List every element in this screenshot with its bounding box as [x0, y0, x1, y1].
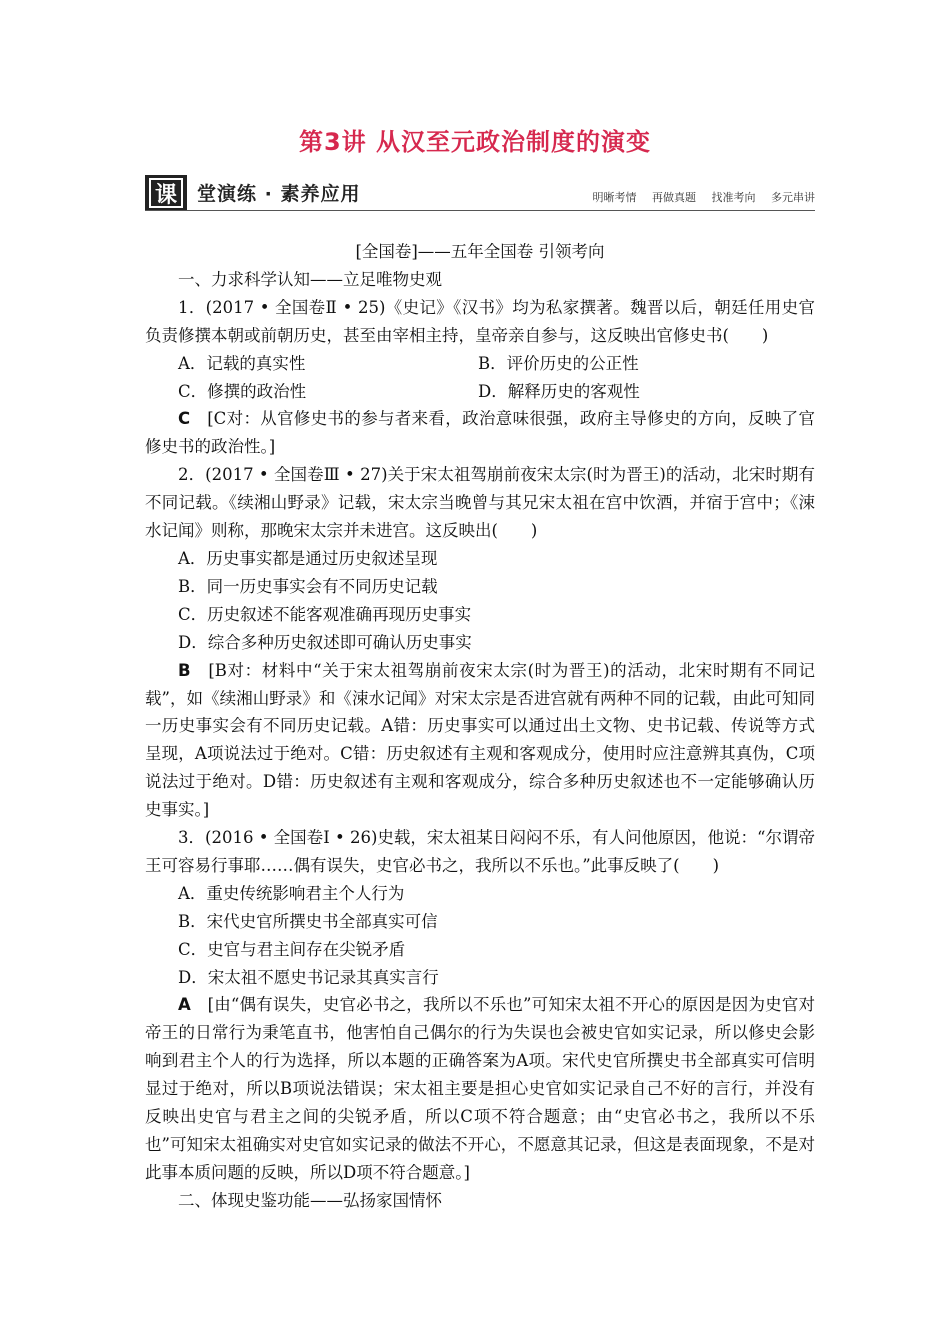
answer-explanation: [C对：从官修史书的参与者来看，政治意味很强，政府主导修史的方向，反映了官修史书的政治性。]	[145, 409, 815, 457]
main-content	[145, 238, 815, 1215]
section-heading: 一、力求科学认知——立足唯物史观	[178, 269, 442, 289]
answer-letter: A	[178, 995, 191, 1015]
answer-explanation: [B对：材料中“关于宋太祖驾崩前夜宋太宗(时为晋王)的活动，北宋时期有不同记载”，如《续湘山野录》和《涑水记闻》对宋太宗是否进宫就有两种不同的记载，由此可知同一历史事实会有不同历史记载。A错：历史事实可以通过出土文物、史书记载、传说等方式呈现，A项说法过于绝对。C错：历史叙述有主观和客观成分，使用时应注意辨其真伪，C项说法过于绝对。D错：历史叙述有主观和客观成分，综合多种历史叙述也不一定能够确认历史事实。]	[145, 660, 815, 820]
answer-explanation: [由“偶有误失，史官必书之，我所以不乐也”可知宋太祖不开心的原因是因为史官对帝王的日常行为秉笔直书，他害怕自己偶尔的行为失误也会被史官如实记录，所以修史会影响到君主个人的行为选择，所以本题的正确答案为A项。宋代史官所撰史书全部真实可信明显过于绝对，所以B项说法错误；宋太祖主要是担心史官如实记录自己不好的言行，并没有反映出史官与君主之间的尖锐矛盾，所以C项不符合题意；由“史官必书之，我所以不乐也”可知宋太祖确实对史官如实记录的做法不开心，不愿意其记录，但这是表面现象，不是对此事本质问题的反映，所以D项不符合题意。]	[145, 995, 815, 1182]
ke-badge	[145, 175, 187, 211]
question-1-options-row-2	[145, 378, 815, 406]
option-d: D．解释历史的客观性	[478, 381, 640, 401]
banner-tag: 再做真题	[652, 191, 696, 204]
option-a: A．历史事实都是通过历史叙述呈现	[178, 548, 438, 568]
question-3-answer	[145, 991, 815, 1186]
option-c: C．历史叙述不能客观准确再现历史事实	[178, 604, 472, 624]
banner-tag: 明晰考情	[592, 191, 637, 204]
question-2-answer	[145, 657, 815, 824]
option-a: A．重史传统影响君主个人行为	[178, 883, 405, 903]
banner-title: 堂演练 · 素养应用	[197, 183, 361, 205]
question-1-answer	[145, 405, 815, 461]
option-c: C．史官与君主间存在尖锐矛盾	[178, 939, 406, 959]
answer-letter: C	[178, 409, 191, 429]
ke-badge-label: 课	[149, 178, 183, 208]
option-b: B．同一历史事实会有不同历史记载	[178, 576, 438, 596]
question-1-options-row-1	[145, 350, 815, 378]
option-d: D．综合多种历史叙述即可确认历史事实	[178, 632, 472, 652]
page-title: 第3讲 从汉至元政治制度的演变	[298, 128, 652, 156]
subtitle: [全国卷]——五年全国卷 引领考向	[355, 242, 605, 261]
option-c: C．修撰的政治性	[178, 381, 307, 401]
answer-letter: B	[178, 660, 191, 680]
banner-tag: 找准考向	[711, 191, 756, 204]
option-a: A．记载的真实性	[178, 353, 306, 373]
question-3-stem: 3．(2016 • 全国卷Ⅰ • 26)史载，宋太祖某日闷闷不乐，有人问他原因，他说：“尔谓帝王可容易行事耶……偶有误失，史官必书之，我所以不乐也。”此事反映了( )	[145, 828, 815, 875]
section-heading: 二、体现史鉴功能——弘扬家国情怀	[178, 1190, 442, 1210]
question-1-stem: 1．(2017 • 全国卷Ⅱ • 25)《史记》《汉书》均为私家撰著。魏晋以后，朝廷任用史官负责修撰本朝或前朝历史，甚至由宰相主持，皇帝亲自参与，这反映出官修史书( )	[145, 297, 815, 345]
section-banner	[145, 175, 815, 211]
banner-tag: 多元串讲	[771, 191, 815, 204]
banner-tags	[581, 189, 816, 205]
question-2-stem: 2．(2017 • 全国卷Ⅲ • 27)关于宋太祖驾崩前夜宋太宗(时为晋王)的活动，北宋时期有不同记载。《续湘山野录》记载，宋太宗当晚曾与其兄宋太祖在宫中饮酒，并宿于宫中；《涑水记闻》则称，那晚宋太宗并未进宫。这反映出( )	[145, 465, 815, 541]
option-b: B．宋代史官所撰史书全部真实可信	[178, 911, 438, 931]
option-d: D．宋太祖不愿史书记录其真实言行	[178, 967, 439, 987]
banner-divider	[145, 210, 815, 211]
option-b: B．评价历史的公正性	[478, 353, 639, 373]
